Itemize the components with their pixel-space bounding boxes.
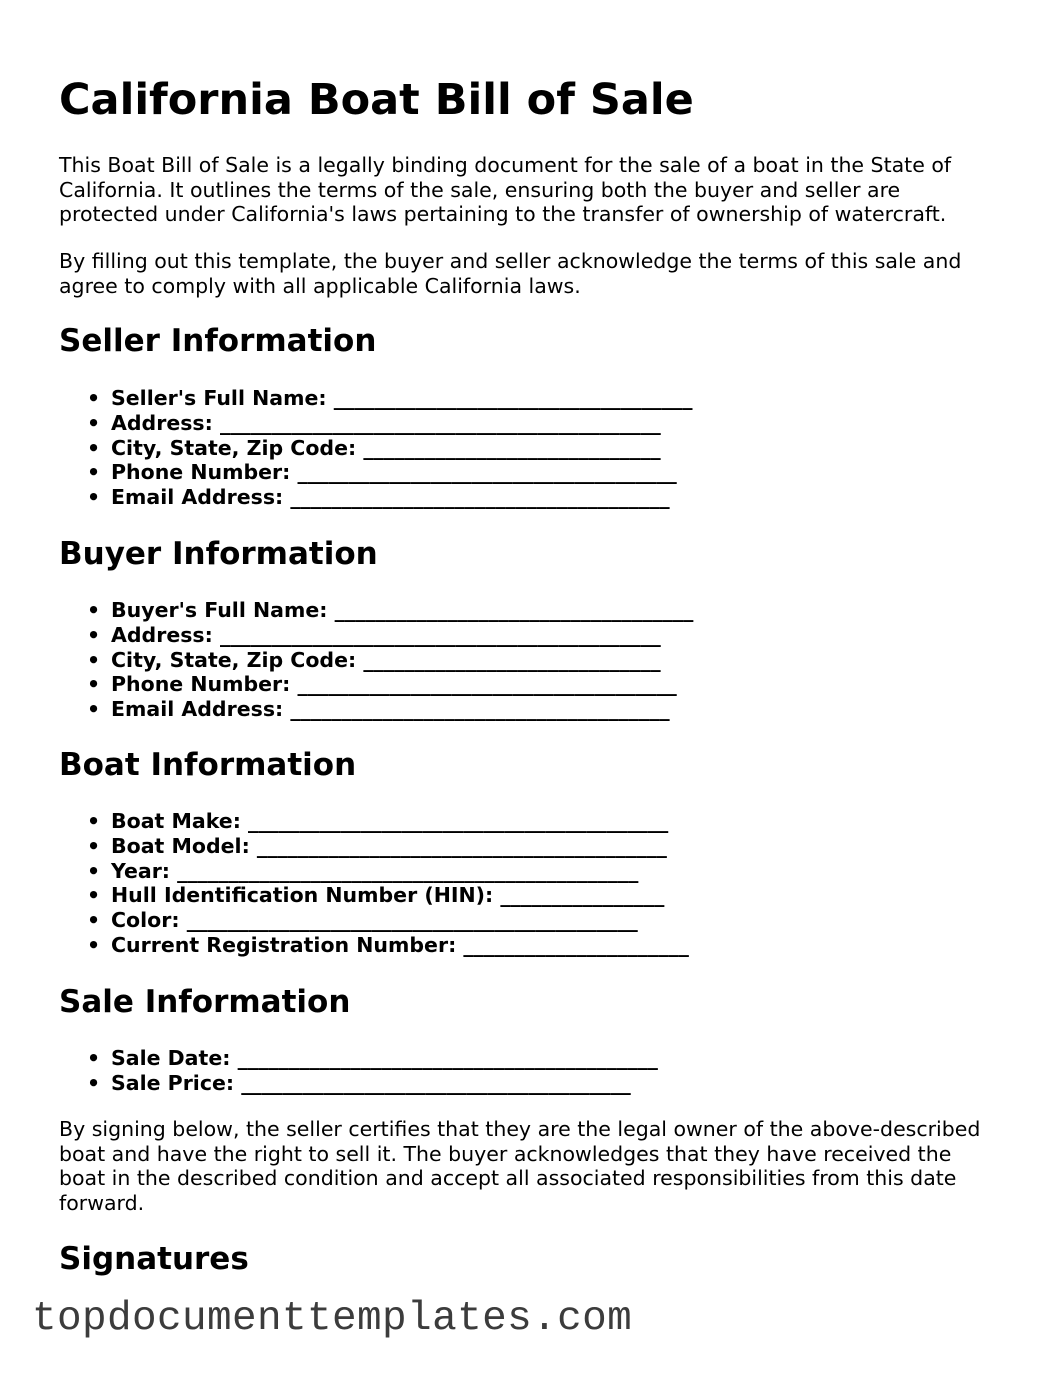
boat-make-field[interactable] xyxy=(111,809,689,834)
buyer-full-name-field[interactable] xyxy=(111,598,693,623)
boat-registration-number-field[interactable] xyxy=(111,933,689,958)
seller-city-state-zip-field[interactable] xyxy=(111,436,692,461)
seller-information-heading: Seller Information xyxy=(59,323,377,359)
field-label: Color: xyxy=(111,908,180,933)
certification-paragraph: By signing below, the seller certifies that they are the legal owner of the above-described boat and have the right to sell it. The buyer acknowledges that they have received the boat in the described condition and accept all associated responsibilities from this date forward. xyxy=(59,1117,981,1215)
field-label: Boat Make: xyxy=(111,809,241,833)
field-blank[interactable]: ________________________________________ xyxy=(256,833,667,858)
field-blank[interactable]: _____________________________ xyxy=(363,647,661,672)
field-blank[interactable]: ______________________________________ xyxy=(241,1070,631,1095)
document-title: California Boat Bill of Sale xyxy=(59,75,694,125)
field-label: Email Address: xyxy=(111,697,284,722)
field-label: Phone Number: xyxy=(111,460,291,485)
field-blank[interactable]: ___________________________________ xyxy=(334,598,694,622)
boat-model-field[interactable] xyxy=(111,834,689,859)
field-blank[interactable]: _____________________________________ xyxy=(297,460,677,485)
field-label: Buyer's Full Name: xyxy=(111,598,328,622)
field-blank[interactable]: ____________________________________________ xyxy=(186,908,638,933)
watermark-text: topdocumenttemplates.com xyxy=(32,1296,633,1342)
field-label: City, State, Zip Code: xyxy=(111,647,357,672)
field-blank[interactable]: _____________________________ xyxy=(363,435,661,460)
seller-fields-list xyxy=(59,386,692,510)
field-blank[interactable]: ___________________________________ xyxy=(333,386,693,410)
field-label: Sale Price: xyxy=(111,1070,235,1095)
boat-information-heading: Boat Information xyxy=(59,747,357,783)
field-blank[interactable]: ___________________________________________ xyxy=(219,622,661,647)
field-blank[interactable]: _________________________________________ xyxy=(237,1046,658,1070)
field-label: City, State, Zip Code: xyxy=(111,435,357,460)
field-blank[interactable]: ________________ xyxy=(500,883,665,908)
field-label: Email Address: xyxy=(111,485,284,510)
sale-information-heading: Sale Information xyxy=(59,984,351,1020)
field-blank[interactable]: ______________________ xyxy=(463,932,689,957)
sale-date-field[interactable] xyxy=(111,1046,658,1071)
field-blank[interactable]: _____________________________________ xyxy=(290,485,670,510)
buyer-email-field[interactable] xyxy=(111,697,693,722)
field-label: Boat Model: xyxy=(111,833,250,858)
buyer-city-state-zip-field[interactable] xyxy=(111,648,693,673)
boat-year-field[interactable] xyxy=(111,859,689,884)
field-label: Phone Number: xyxy=(111,672,291,697)
field-label: Year: xyxy=(111,858,171,883)
buyer-fields-list xyxy=(59,598,693,722)
seller-address-field[interactable] xyxy=(111,411,692,436)
boat-color-field[interactable] xyxy=(111,908,689,933)
acknowledgement-paragraph: By filling out this template, the buyer and seller acknowledge the terms of this sale and agree to comply with all applicable California laws. xyxy=(59,249,962,298)
buyer-address-field[interactable] xyxy=(111,623,693,648)
field-label: Address: xyxy=(111,410,213,435)
seller-full-name-field[interactable] xyxy=(111,386,692,411)
seller-email-field[interactable] xyxy=(111,485,692,510)
field-label: Seller's Full Name: xyxy=(111,386,327,410)
sale-fields-list xyxy=(59,1046,658,1096)
seller-phone-field[interactable] xyxy=(111,460,692,485)
field-blank[interactable]: ___________________________________________ xyxy=(219,410,661,435)
field-label: Hull Identification Number (HIN): xyxy=(111,883,494,908)
boat-fields-list xyxy=(59,809,689,958)
buyer-phone-field[interactable] xyxy=(111,672,693,697)
field-label: Sale Date: xyxy=(111,1046,231,1070)
intro-paragraph: This Boat Bill of Sale is a legally binding document for the sale of a boat in the State of California. It outlines the terms of the sale, ensuring both the buyer and seller are protected under California's laws pertaining to the transfer of ownership of watercraft. xyxy=(59,153,952,227)
field-blank[interactable]: _____________________________________________ xyxy=(177,858,639,883)
buyer-information-heading: Buyer Information xyxy=(59,536,378,572)
field-blank[interactable]: _____________________________________ xyxy=(297,672,677,697)
sale-price-field[interactable] xyxy=(111,1071,658,1096)
field-blank[interactable]: _____________________________________ xyxy=(290,697,670,722)
signatures-heading: Signatures xyxy=(59,1241,249,1277)
boat-hin-field[interactable] xyxy=(111,883,689,908)
field-label: Current Registration Number: xyxy=(111,932,457,957)
field-label: Address: xyxy=(111,622,213,647)
field-blank[interactable]: _________________________________________ xyxy=(248,809,669,833)
